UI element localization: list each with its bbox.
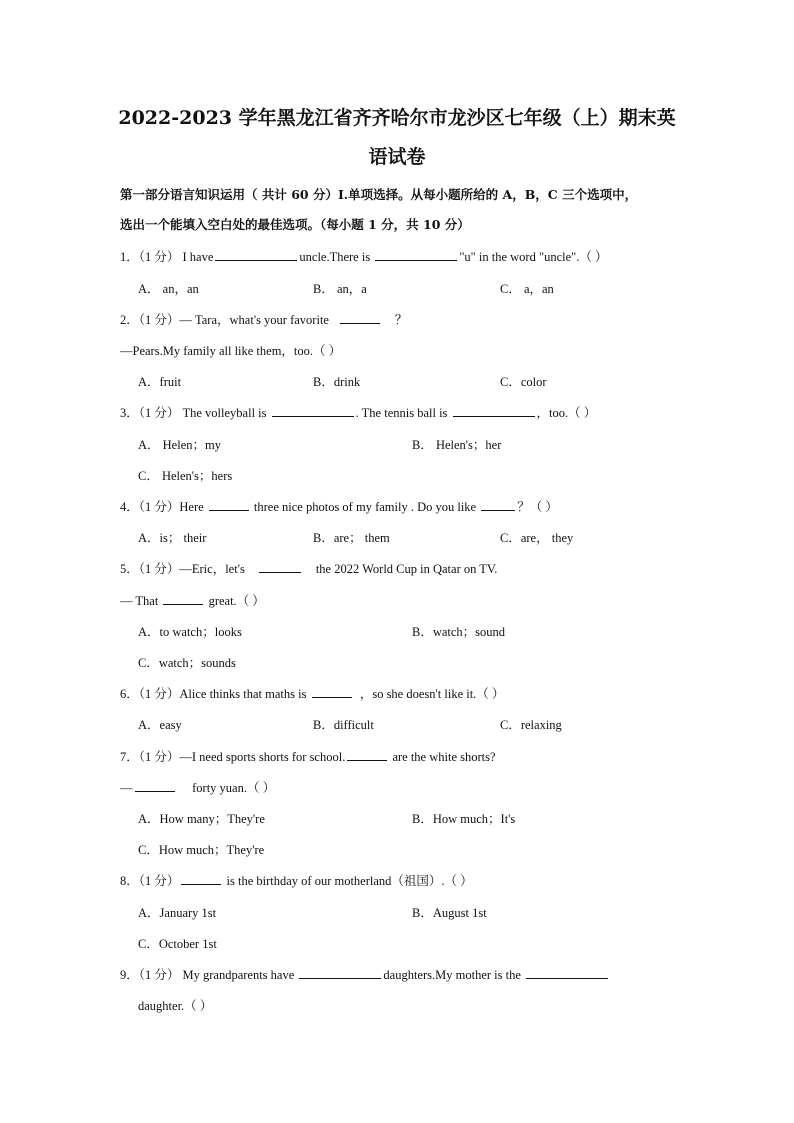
question-5-option-b[interactable]: B．watch；sound — [412, 625, 506, 639]
question-7-text-b: are the white shorts? — [392, 750, 496, 764]
question-8-text-b: is the birthday of our motherland（祖国）.（ ） — [226, 874, 473, 888]
question-5-stem-line-2 — [120, 590, 265, 612]
question-2-option-c[interactable]: C．color — [500, 375, 547, 389]
section-instructions — [120, 180, 680, 240]
question-4-option-a[interactable]: A．is； their — [138, 531, 207, 545]
question-2-text-a: 2．（1 分）— Tara，what's your favorite — [120, 313, 329, 327]
question-7-text-a: 7．（1 分）—I need sports shorts for school. — [120, 750, 346, 764]
question-9-stem-line-2: daughter.（ ） — [138, 999, 213, 1013]
question-7-text-c: — — [120, 781, 133, 795]
question-3-option-a[interactable]: A． Helen；my — [138, 438, 221, 452]
question-7-blank-2[interactable] — [135, 777, 175, 792]
question-1-option-a[interactable]: A． an，an — [138, 282, 199, 296]
instruction-line-2: 选出一个能填入空白处的最佳选项。（每小题 1 分，共 10 分） — [120, 217, 470, 232]
question-4-blank-2[interactable] — [481, 496, 515, 511]
question-4-text-b: three nice photos of my family . Do you like — [253, 500, 477, 514]
question-6-text-b: ，so she doesn't like it.（ ） — [359, 687, 505, 701]
question-2-stem — [120, 309, 407, 331]
question-3-option-b[interactable]: B． Helen's；her — [412, 438, 502, 452]
question-6-option-b[interactable]: B．difficult — [313, 718, 374, 732]
question-7-text-d: forty yuan.（ ） — [192, 781, 276, 795]
question-3-text-b: . The tennis ball is — [355, 406, 451, 420]
instruction-line-1: 第一部分语言知识运用（ 共计 60 分）I.单项选择。从每小题所给的 A，B，C 三个选项中， — [120, 187, 638, 202]
question-3-blank-2[interactable] — [453, 402, 535, 417]
question-6-option-c[interactable]: C．relaxing — [500, 718, 562, 732]
question-5-blank-2[interactable] — [163, 590, 203, 605]
question-4-text-c: ？（ ） — [517, 500, 558, 514]
question-5-text-d: great.（ ） — [208, 594, 265, 608]
question-8-stem — [120, 870, 473, 892]
question-1-option-c[interactable]: C． a，an — [500, 282, 554, 296]
question-8-text-a: 8．（1 分） — [120, 874, 180, 888]
question-9-blank-1[interactable] — [299, 964, 381, 979]
question-6-blank-1[interactable] — [312, 683, 352, 698]
question-1-text-c: "u" in the word "uncle".（ ） — [459, 250, 608, 264]
question-5-stem — [120, 558, 497, 580]
question-7-option-a[interactable]: A．How many；They're — [138, 812, 265, 826]
question-7-option-b[interactable]: B．How much；It's — [412, 812, 516, 826]
question-4-option-b[interactable]: B．are； them — [313, 531, 390, 545]
question-5-text-c: — That — [120, 594, 159, 608]
question-9-stem — [120, 964, 610, 986]
question-8-blank-1[interactable] — [181, 870, 221, 885]
question-8-option-c[interactable]: C．October 1st — [138, 937, 217, 951]
question-1-option-b[interactable]: B． an，a — [313, 282, 367, 296]
question-3-text-a: 3．（1 分） The volleyball is — [120, 406, 270, 420]
question-5-option-c[interactable]: C．watch；sounds — [138, 656, 236, 670]
question-6-option-a[interactable]: A．easy — [138, 718, 182, 732]
question-9-blank-2[interactable] — [526, 964, 608, 979]
question-7-option-c[interactable]: C．How much；They're — [138, 843, 265, 857]
question-2-option-b[interactable]: B．drink — [313, 375, 361, 389]
question-7-blank-1[interactable] — [347, 746, 387, 761]
question-8-option-b[interactable]: B．August 1st — [412, 906, 487, 920]
question-6-text-a: 6．（1 分）Alice thinks that maths is — [120, 687, 307, 701]
question-7-stem-line-2 — [120, 777, 275, 799]
question-1-blank-2[interactable] — [375, 246, 457, 261]
question-4-option-c[interactable]: C．are， they — [500, 531, 574, 545]
question-4-blank-1[interactable] — [209, 496, 249, 511]
question-2-stem-line-2: —Pears.My family all like them，too.（ ） — [120, 344, 342, 358]
question-1-text-b: uncle.There is — [299, 250, 374, 264]
question-5-text-b: the 2022 World Cup in Qatar on TV. — [315, 562, 498, 576]
exam-title-line-2: 语试卷 — [368, 146, 426, 168]
question-2-blank-1[interactable] — [340, 309, 380, 324]
question-3-stem — [120, 402, 596, 424]
question-5-blank-1[interactable] — [259, 558, 301, 573]
question-1-text-a: 1．（1 分） I have — [120, 250, 214, 264]
question-4-stem — [120, 496, 558, 518]
question-8-option-a[interactable]: A．January 1st — [138, 906, 217, 920]
question-3-blank-1[interactable] — [272, 402, 354, 417]
question-9-text-b: daughters.My mother is the — [383, 968, 525, 982]
question-1-stem — [120, 246, 608, 268]
question-9-text-a: 9．（1 分） My grandparents have — [120, 968, 298, 982]
question-2-text-b: ？ — [394, 313, 408, 327]
exam-title-line-1: 2022-2023 学年黑龙江省齐齐哈尔市龙沙区七年级（上）期末英 — [118, 107, 676, 129]
question-4-text-a: 4．（1 分）Here — [120, 500, 204, 514]
question-3-text-c: ，too.（ ） — [536, 406, 597, 420]
question-6-stem — [120, 683, 504, 705]
question-1-blank-1[interactable] — [215, 246, 297, 261]
question-5-text-a: 5．（1 分）—Eric，let's — [120, 562, 245, 576]
question-2-option-a[interactable]: A．fruit — [138, 375, 182, 389]
question-3-option-c[interactable]: C． Helen's；hers — [138, 469, 233, 483]
question-5-option-a[interactable]: A．to watch；looks — [138, 625, 242, 639]
question-7-stem — [120, 746, 496, 768]
